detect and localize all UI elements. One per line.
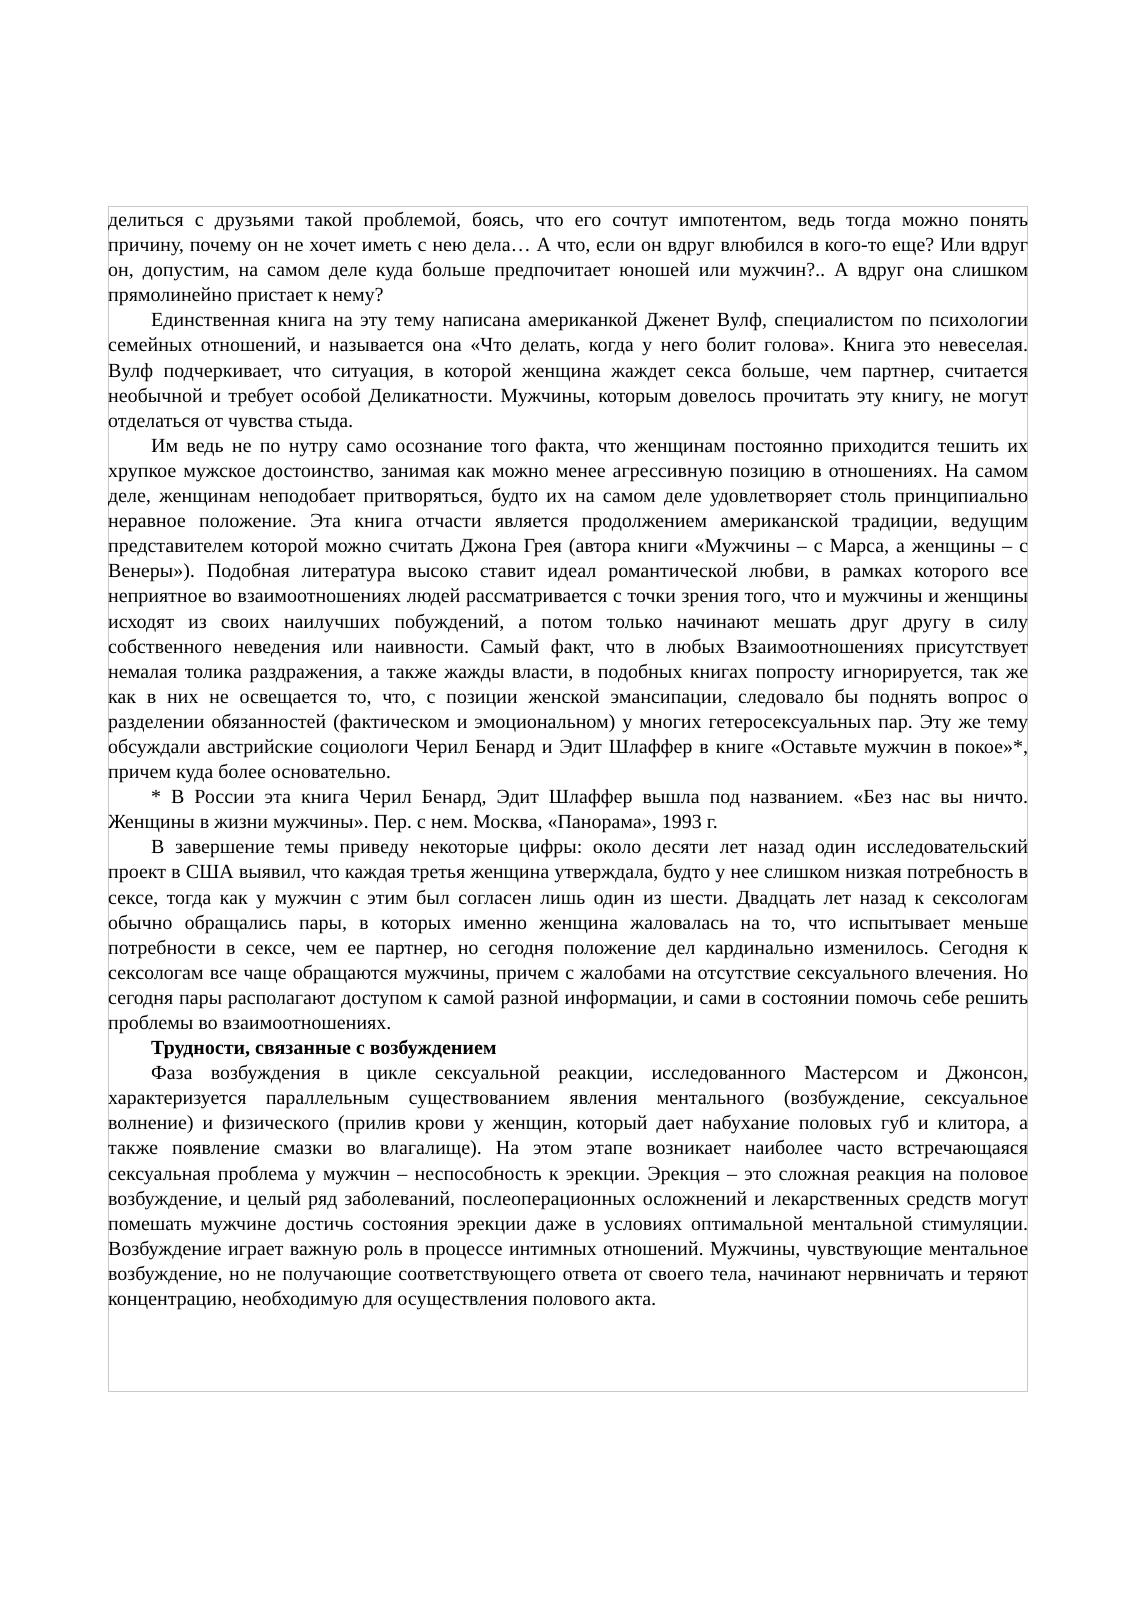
paragraph-continuation: делиться с друзьями такой проблемой, боясь, что его сочтут импотентом, ведь тогда можно понять причину, почему он не хочет иметь с нею дела… А что, если он вдруг влюбился в кого-то еще? Или вдруг он, допустим, на самом деле куда больше предпочитает юношей или мужчин?.. А вдруг она слишком прямолинейно пристает к нему? [108, 209, 1028, 307]
paragraph: Единственная книга на эту тему написана американкой Дженет Вулф, специалистом по психологии семейных отношений, и называется она «Что делать, когда у него болит голова». Книга это невеселая. Вулф подчеркивает, что ситуация, в которой женщина жаждет секса больше, чем партнер, считается необычной и требует особой Деликатности. Мужчины, которым довелось прочитать эту книгу, не могут отделаться от чувства стыда. [108, 309, 1028, 432]
paragraph: В завершение темы приведу некоторые цифры: около десяти лет назад один исследовательский проект в США выявил, что каждая третья женщина утверждала, будто у нее слишком низкая потребность в сексе, тогда как у мужчин с этим был согласен лишь один из шести. Двадцать лет назад к сексологам обычно обращались пары, в которых именно женщина жаловалась на то, что испытывает меньше потребности в сексе, чем ее партнер, но сегодня положение дел кардинально изменилось. Сегодня к сексологам все чаще обращаются мужчины, причем с жалобами на отсутствие сексуального влечения. Но сегодня пары располагают доступом к самой разной информации, и сами в состоянии помочь себе решить проблемы во взаимоотношениях. [108, 836, 1028, 1034]
footnote-paragraph: * В России эта книга Черил Бенард, Эдит Шлаффер вышла под названием. «Без нас вы ничто. Женщины в жизни мужчины». Пер. с нем. Москва, «Панорама», 1993 г. [108, 786, 1028, 834]
section-heading: Трудности, связанные с возбуждением [151, 1037, 497, 1060]
document-body [108, 208, 1028, 1312]
paragraph: Им ведь не по нутру само осознание того факта, что женщинам постоянно приходится тешить их хрупкое мужское достоинство, занимая как можно менее агрессивную позицию в отношениях. На самом деле, женщинам неподобает притворяться, будто их на самом деле удовлетворяет столь принципиально неравное положение. Эта книга отчасти является продолжением американской традиции, ведущим представителем которой можно считать Джона Грея (автора книги «Мужчины – с Марса, а женщины – с Венеры»). Подобная литература высоко ставит идеал романтической любви, в рамках которого все неприятное во взаимоотношениях людей рассматривается с точки зрения того, что и мужчины и женщины исходят из своих наилучших побуждений, а потом только начинают мешать друг другу в силу собственного неведения или наивности. Самый факт, что в любых Взаимоотношениях присутствует немалая толика раздражения, а также жажды власти, в подобных книгах попросту игнорируется, так же как в них не освещается то, что, с позиции женской эмансипации, следовало бы поднять вопрос о разделении обязанностей (фактическом и эмоциональном) у многих гетеросексуальных пар. Эту же тему обсуждали австрийские социологи Черил Бенард и Эдит Шлаффер в книге «Оставьте мужчин в покое»*, причем куда более основательно. [108, 434, 1028, 784]
paragraph: Фаза возбуждения в цикле сексуальной реакции, исследованного Мастерсом и Джонсон, характеризуется параллельным существованием явления ментального (возбуждение, сексуальное волнение) и физического (прилив крови у женщин, который дает набухание половых губ и клитора, а также появление смазки во влагалище). На этом этапе возникает наиболее часто встречающаяся сексуальная проблема у мужчин – неспособность к эрекции. Эрекция – это сложная реакция на половое возбуждение, и целый ряд заболеваний, послеоперационных осложнений и лекарственных средств могут помешать мужчине достичь состояния эрекции даже в условиях оптимальной ментальной стимуляции. Возбуждение играет важную роль в процессе интимных отношений. Мужчины, чувствующие ментальное возбуждение, но не получающие соответствующего ответа от своего тела, начинают нервничать и теряют концентрацию, необходимую для осуществления полового акта. [108, 1062, 1028, 1311]
